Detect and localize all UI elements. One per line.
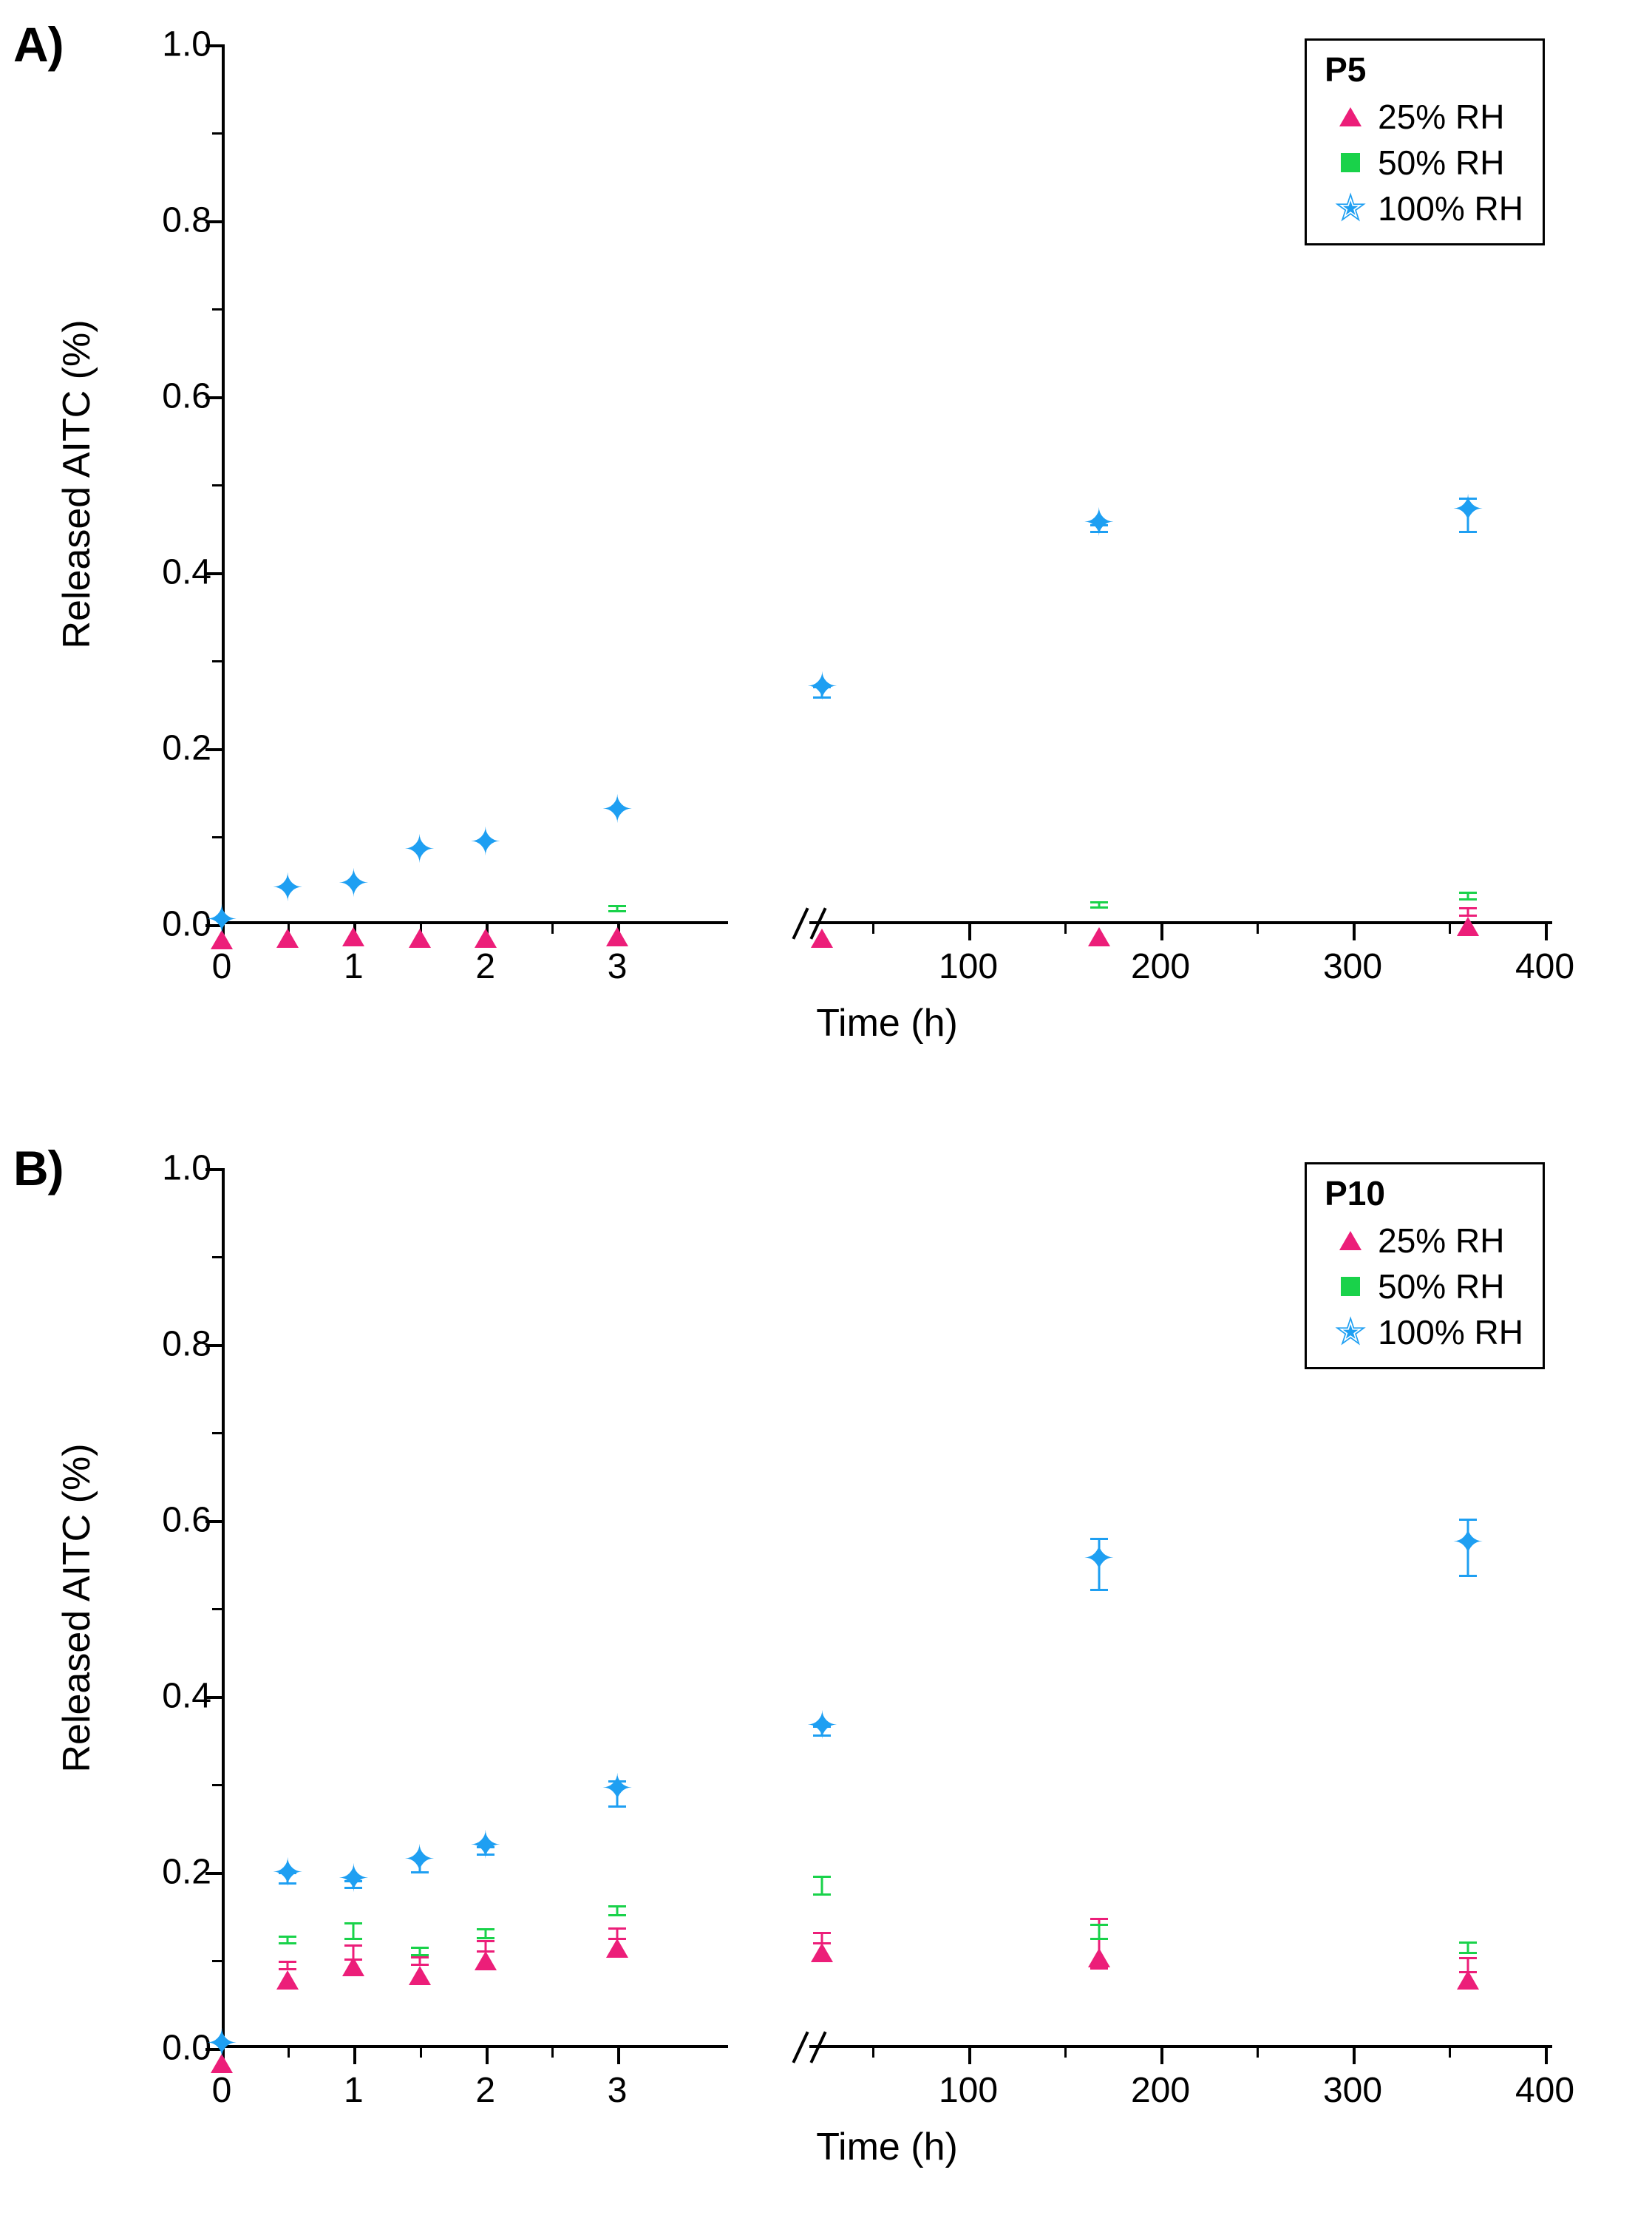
error-bar-cap — [608, 1905, 626, 1907]
error-bar-cap — [1090, 1589, 1108, 1591]
y-tick-minor — [212, 1256, 222, 1258]
data-point: ✦ — [1083, 1536, 1115, 1581]
legend-a — [1305, 38, 1545, 245]
error-bar-cap — [344, 1922, 362, 1924]
x-tick-minor — [1064, 924, 1067, 934]
y-tick-minor — [212, 1608, 222, 1610]
data-point — [1457, 1958, 1479, 1971]
legend-title-b: P10 — [1325, 1174, 1385, 1213]
x-tick — [486, 2048, 489, 2064]
data-point — [811, 1930, 833, 1944]
error-bar-cap — [411, 1954, 429, 1956]
data-point: ✦ — [601, 1766, 633, 1811]
y-tick-minor — [212, 308, 222, 311]
legend-entry-50rh — [1323, 1264, 1523, 1309]
x-tick-label: 0 — [211, 2071, 232, 2110]
data-point: ✦ — [1452, 487, 1484, 532]
x-tick-label: 3 — [607, 947, 628, 986]
legend-entry-25rh — [1323, 1218, 1523, 1264]
star-icon: ✭ — [1334, 1310, 1367, 1354]
y-tick-label: 0.6 — [162, 1500, 211, 1540]
data-point: ✦ — [469, 1823, 502, 1868]
data-point: ✦ — [403, 1837, 436, 1882]
x-tick-label: 200 — [1130, 947, 1191, 986]
x-tick-label: 1 — [344, 2071, 364, 2110]
x-tick-label: 200 — [1130, 2071, 1191, 2110]
x-tick — [1545, 924, 1548, 940]
x-tick — [1160, 924, 1163, 940]
data-point: ✦ — [271, 866, 304, 911]
y-tick-minor — [212, 836, 222, 838]
data-point: ✦ — [205, 898, 238, 943]
y-tick-minor — [212, 1432, 222, 1434]
legend-label-50rh: 50% RH — [1378, 143, 1505, 182]
x-tick-minor — [288, 2048, 290, 2058]
x-axis-title-a: Time (h) — [816, 1002, 958, 1045]
error-bar-cap — [1090, 1924, 1108, 1926]
axis-break-mask — [728, 2044, 809, 2051]
error-bar-cap — [1459, 1952, 1477, 1954]
error-bar-cap — [477, 1937, 494, 1939]
error-bar-cap — [279, 1942, 296, 1944]
error-bar-cap — [608, 910, 626, 912]
error-bar-cap — [1459, 1575, 1477, 1577]
x-tick-minor — [1064, 2048, 1067, 2058]
x-tick-label: 300 — [1322, 2071, 1383, 2110]
y-tick-label: 0.4 — [162, 1676, 211, 1716]
x-tick-label: 1 — [344, 947, 364, 986]
data-point: ✦ — [271, 1851, 304, 1896]
error-bar-cap — [608, 905, 626, 907]
x-tick-minor — [1257, 924, 1259, 934]
legend-label-25rh: 25% RH — [1378, 1221, 1505, 1260]
data-point: ✦ — [403, 827, 436, 872]
star-icon: ✭ — [1334, 186, 1367, 231]
data-point — [1088, 915, 1110, 928]
legend-entry-100rh — [1323, 186, 1523, 231]
data-point: ✦ — [205, 2021, 238, 2066]
y-axis-title-a: Released AITC (%) — [55, 319, 98, 649]
error-bar — [821, 1876, 823, 1893]
legend-entry-25rh — [1323, 94, 1523, 140]
y-tick-minor — [212, 484, 222, 486]
error-bar-cap — [608, 1914, 626, 1916]
x-tick — [968, 924, 971, 940]
x-tick-minor — [551, 924, 554, 934]
x-axis-title-b: Time (h) — [816, 2126, 958, 2168]
error-bar-cap — [813, 1876, 831, 1878]
error-bar-cap — [477, 1928, 494, 1930]
x-tick-label: 2 — [475, 2071, 496, 2110]
x-tick-label: 3 — [607, 2071, 628, 2110]
y-tick-label: 0.2 — [162, 728, 211, 768]
x-tick — [1353, 2048, 1356, 2064]
square-icon — [1323, 153, 1378, 172]
y-axis-title-b: Released AITC (%) — [55, 1443, 98, 1773]
x-tick-label: 100 — [938, 2071, 999, 2110]
x-tick-minor — [872, 2048, 874, 2058]
legend-title-a: P5 — [1325, 50, 1367, 89]
x-tick — [1353, 924, 1356, 940]
data-point: ✦ — [1452, 1520, 1484, 1565]
x-tick-label: 400 — [1515, 947, 1575, 986]
data-point — [276, 1958, 299, 1971]
data-point: ✦ — [337, 1856, 370, 1902]
data-point — [342, 915, 364, 928]
x-tick — [1545, 2048, 1548, 2064]
panel-a — [0, 0, 1652, 1109]
error-bar-cap — [1459, 898, 1477, 901]
data-point — [276, 916, 299, 929]
y-tick-minor — [212, 132, 222, 135]
data-point: ✦ — [806, 665, 839, 710]
error-bar-cap — [813, 1893, 831, 1896]
x-tick-minor — [1257, 2048, 1259, 2058]
x-tick — [353, 2048, 356, 2064]
x-tick — [1160, 2048, 1163, 2064]
data-point: ✦ — [469, 820, 502, 865]
error-bar-cap — [1090, 906, 1108, 909]
data-point: ✦ — [337, 861, 370, 906]
y-tick-label: 0.8 — [162, 1324, 211, 1364]
legend-label-100rh: 100% RH — [1378, 1313, 1523, 1351]
y-tick-minor — [212, 1784, 222, 1786]
y-tick-label: 0.6 — [162, 376, 211, 416]
error-bar-cap — [1090, 901, 1108, 903]
error-bar-cap — [1459, 892, 1477, 894]
data-point: ✦ — [806, 1703, 839, 1749]
x-tick-minor — [1449, 924, 1451, 934]
x-tick-minor — [1449, 2048, 1451, 2058]
error-bar-cap — [279, 1936, 296, 1938]
data-point — [475, 1939, 497, 1952]
data-point — [409, 916, 431, 929]
x-tick-label: 300 — [1322, 947, 1383, 986]
data-point — [811, 916, 833, 929]
y-tick-label: 0.8 — [162, 200, 211, 240]
x-tick-label: 400 — [1515, 2071, 1575, 2110]
legend-entry-100rh — [1323, 1309, 1523, 1355]
plot-area-b — [55, 1148, 1575, 2168]
y-tick-label: 0.4 — [162, 552, 211, 592]
legend-label-100rh: 100% RH — [1378, 189, 1523, 228]
panel-a-letter: A) — [13, 17, 64, 72]
y-tick-label: 0.2 — [162, 1852, 211, 1892]
y-tick-label: 1.0 — [162, 1148, 211, 1188]
error-bar-cap — [1090, 1918, 1108, 1920]
x-tick-minor — [420, 2048, 422, 2058]
legend-b — [1305, 1162, 1545, 1369]
plot-area-a — [55, 24, 1575, 1045]
error-bar-cap — [411, 1947, 429, 1949]
x-tick-minor — [872, 924, 874, 934]
panel-b-letter: B) — [13, 1141, 64, 1195]
error-bar — [353, 1922, 355, 1938]
x-tick-label: 0 — [211, 947, 232, 986]
square-icon — [1323, 1277, 1378, 1296]
data-point: ✦ — [1083, 501, 1115, 546]
triangle-icon — [1323, 1231, 1378, 1250]
y-tick-label: 0.0 — [162, 2028, 211, 2068]
x-tick-label: 2 — [475, 947, 496, 986]
data-point — [342, 1944, 364, 1958]
y-tick-label: 1.0 — [162, 24, 211, 64]
y-tick-label: 0.0 — [162, 904, 211, 944]
panel-b — [0, 1124, 1652, 2233]
triangle-icon — [1323, 107, 1378, 126]
x-tick-label: 100 — [938, 947, 999, 986]
data-point — [475, 916, 497, 929]
x-tick — [968, 2048, 971, 2064]
legend-entry-50rh — [1323, 140, 1523, 186]
legend-label-25rh: 25% RH — [1378, 98, 1505, 136]
y-tick-minor — [212, 660, 222, 662]
axis-break-mask — [728, 920, 809, 927]
x-tick — [617, 2048, 620, 2064]
x-tick-minor — [551, 2048, 554, 2058]
data-point — [606, 1926, 628, 1939]
error-bar-cap — [1459, 1941, 1477, 1944]
error-bar-cap — [1090, 1938, 1108, 1940]
data-point — [1457, 904, 1479, 918]
error-bar-cap — [344, 1938, 362, 1940]
data-point — [606, 915, 628, 928]
legend-label-50rh: 50% RH — [1378, 1267, 1505, 1306]
y-tick-minor — [212, 1960, 222, 1962]
data-point: ✦ — [601, 787, 633, 832]
